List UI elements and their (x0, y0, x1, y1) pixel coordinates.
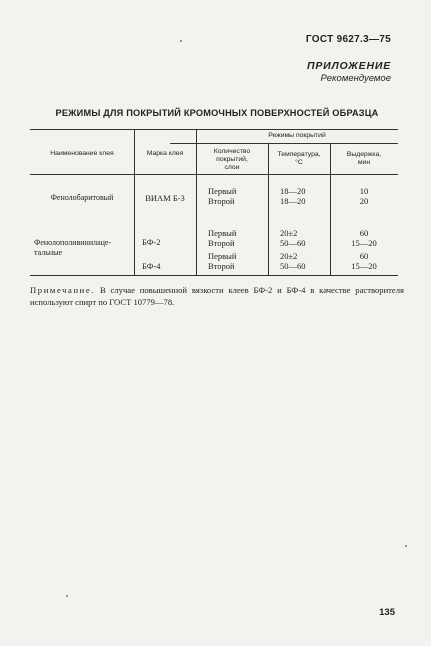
row3-temperature: 20±2 50—60 (280, 251, 306, 271)
table-bottom-rule (30, 275, 398, 276)
row2-temperature: 20±2 50—60 (280, 228, 306, 248)
note-text: В случае повышенной вязкости клеев БФ-2 и БФ-4 в качестве растворителя используют спирт по ГОСТ 10779—78. (30, 285, 404, 307)
header-layers: Количество покрытий, слои (213, 148, 251, 171)
row2-glue-mark: БФ-2 (142, 237, 161, 247)
appendix-label: ПРИЛОЖЕНИЕ (307, 60, 391, 72)
header-modes-group: Режимы покрытий (268, 132, 326, 139)
header-glue-mark: Марка клея (146, 150, 184, 157)
recommended-label: Рекомендуемое (320, 73, 391, 84)
scan-speck (405, 545, 407, 547)
scan-speck (180, 40, 182, 42)
row3-glue-mark: БФ-4 (142, 261, 161, 271)
row3-hold: 60 15—20 (351, 251, 377, 271)
row1-hold: 10 20 (359, 186, 369, 206)
modes-table (30, 129, 398, 276)
page-number: 135 (379, 607, 395, 618)
table-note (30, 284, 404, 308)
group-rule (170, 143, 398, 144)
scan-speck (66, 595, 68, 597)
header-bottom-rule (30, 174, 398, 175)
header-hold: Выдержка, мин (346, 151, 382, 166)
row2-layers: Первый Второй (208, 228, 237, 248)
row1-layers: Первый Второй (208, 186, 237, 206)
header-glue-name: Наименование клея (50, 150, 114, 157)
row3-layers: Первый Второй (208, 251, 237, 271)
note-label: Примечание. (30, 285, 96, 295)
row2-hold: 60 15—20 (351, 228, 377, 248)
table-title: РЕЖИМЫ ДЛЯ ПОКРЫТИЙ КРОМОЧНЫХ ПОВЕРХНОСТЕЙ ОБРАЗЦА (55, 108, 379, 118)
standard-number: ГОСТ 9627.3—75 (305, 34, 391, 45)
table-top-rule (30, 129, 398, 130)
row2-glue-name: Фенолополивинилаце- тальные (34, 238, 112, 257)
header-temperature: Температура, °С (277, 151, 321, 166)
row1-glue-mark: ВИАМ Б-3 (145, 193, 185, 203)
row1-temperature: 18—20 18—20 (280, 186, 306, 206)
row1-glue-name: Фенолобаритовый (50, 193, 114, 202)
